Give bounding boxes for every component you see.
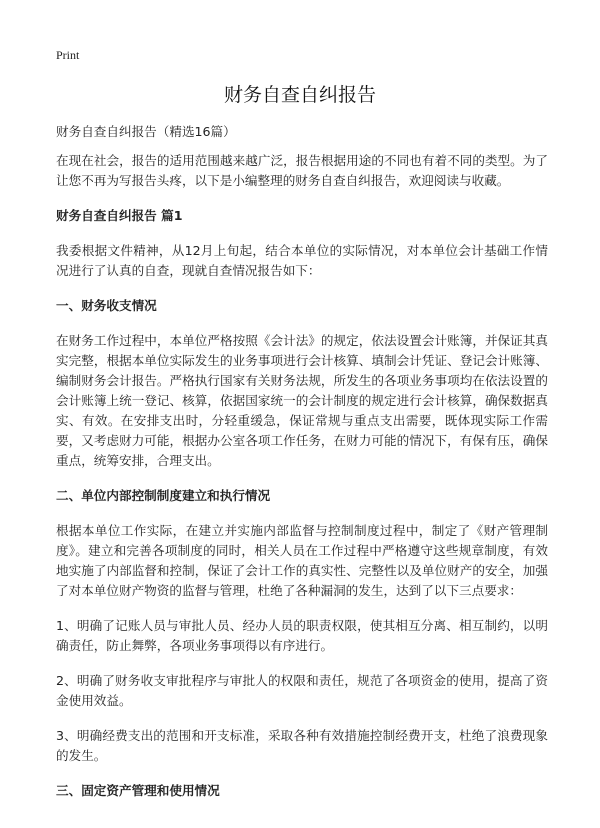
intro-paragraph: 在现在社会，报告的适用范围越来越广泛，报告根据用途的不同也有着不同的类型。为了让您不再为写报告头疼，以下是小编整理的财务自查自纠报告，欢迎阅读与收藏。 bbox=[56, 153, 548, 188]
list-item: 2、明确了财务收支审批程序与审批人的权限和责任，规范了各项资金的使用，提高了资金使用效益。 bbox=[56, 673, 548, 708]
list-item: 3、明确经费支出的范围和开支标准，采取各种有效措施控制经费开支，杜绝了浪费现象的发生。 bbox=[56, 728, 548, 763]
section-internal-control-paragraph: 根据本单位工作实际，在建立并实施内部监督与控制制度过程中，制定了《财产管理制度》。建立和完善各项制度的同时，相关人员在工作过程中严格遵守这些规章制度，有效地实施了内部监督和控制，保证了会计工作的真实性、完整性以及单位财产的安全，加强了对本单位财产物资的监督与管理，杜绝了各种漏洞的发生，达到了以下三点要求： bbox=[56, 523, 548, 598]
section-heading-fixed-assets: 三、固定资产管理和使用情况 bbox=[56, 783, 220, 798]
article-heading: 财务自查自纠报告 篇1 bbox=[56, 208, 183, 223]
page-title: 财务自查自纠报告 bbox=[223, 84, 376, 106]
document-subtitle: 财务自查自纠报告（精选16篇） bbox=[56, 124, 236, 139]
list-item: 1、明确了记账人员与审批人员、经办人员的职责权限，使其相互分离、相互制约，以明确责任，防止舞弊，各项业务事项得以有序进行。 bbox=[56, 618, 548, 653]
section-finance-paragraph: 在财务工作过程中，本单位严格按照《会计法》的规定，依法设置会计账簿，并保证其真实完整，根据本单位实际发生的业务事项进行会计核算、填制会计凭证、登记会计账簿、编制财务会计报告。严格执行国家有关财务法规，所发生的各项业务事项均在依法设置的会计账簿上统一登记、核算，依据国家统一的会计制度的规定进行会计核算，确保数据真实、有效。在安排支出时，分轻重缓急，保证常规与重点支出需要，既体现实际工作需要，又考虑财力可能，根据办公室各项工作任务，在财力可能的情况下，有保有压，确保重点，统筹安排，合理支出。 bbox=[56, 333, 548, 468]
section-heading-internal-control: 二、单位内部控制制度建立和执行情况 bbox=[56, 488, 271, 503]
section-heading-finance: 一、财务收支情况 bbox=[56, 298, 157, 313]
article-intro-paragraph: 我委根据文件精神，从12月上旬起，结合本单位的实际情况，对本单位会计基础工作情况进行了认真的自查，现就自查情况报告如下： bbox=[56, 243, 548, 278]
document-body bbox=[56, 122, 548, 816]
print-link[interactable]: Print bbox=[56, 48, 80, 62]
